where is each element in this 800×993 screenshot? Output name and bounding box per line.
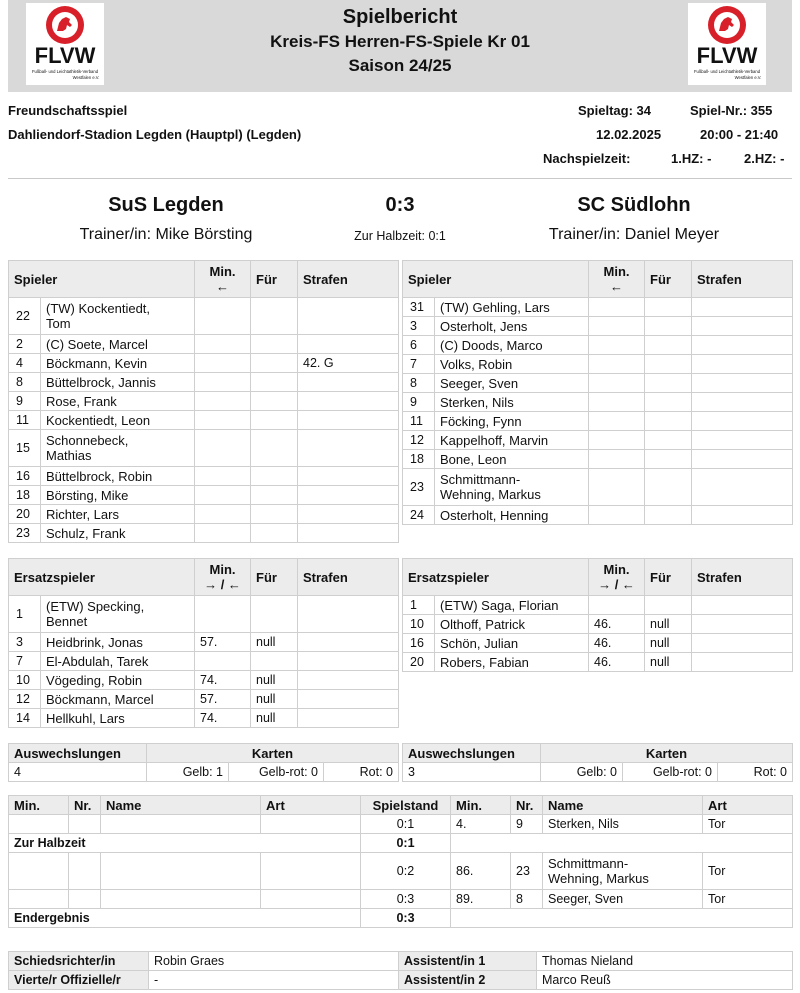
player-name: Schonnebeck, Mathias [41,430,195,467]
player-penalty [692,615,793,634]
player-row [403,412,793,431]
player-penalty: 42. G [298,354,399,373]
player-minute [195,411,251,430]
player-number: 31 [403,298,435,317]
player-name: (C) Soete, Marcel [41,335,195,354]
events-name-header: Name [101,796,261,815]
event-row [9,890,793,909]
halftime-result: 0:1 [361,834,451,853]
player-name: (TW) Kockentiedt, Tom [41,298,195,335]
player-penalty [692,431,793,450]
home-summary-table [8,743,399,782]
player-number: 12 [9,690,41,709]
player-for [251,486,298,505]
player-minute [195,652,251,671]
player-minute [195,430,251,467]
player-minute [195,467,251,486]
player-name: Schmittmann- Wehning, Markus [435,469,589,506]
player-penalty [298,411,399,430]
flvw-logo-left [26,3,104,85]
player-penalty [692,298,793,317]
home-trainer: Trainer/in: Mike Börsting [79,226,253,243]
player-row [9,373,399,392]
player-penalty [298,524,399,543]
competition-title: Kreis-FS Herren-FS-Spiele Kr 01 [270,32,530,51]
event-type: Tor [703,815,793,834]
player-for [645,355,692,374]
player-number: 7 [9,652,41,671]
halftime-row [9,834,793,853]
player-number: 16 [9,467,41,486]
player-minute [195,335,251,354]
player-penalty [692,450,793,469]
event-row [9,815,793,834]
player-for [251,298,298,335]
player-name: Bone, Leon [435,450,589,469]
player-minute: 46. [589,615,645,634]
player-penalty [298,298,399,335]
player-name: (ETW) Specking, Bennet [41,596,195,633]
player-name: Kockentiedt, Leon [41,411,195,430]
player-for [251,505,298,524]
player-number: 2 [9,335,41,354]
assistant2-label: Assistent/in 2 [399,971,537,990]
assistant2-name: Marco Reuß [537,971,793,990]
away-subs-table [402,558,793,672]
player-minute [589,431,645,450]
player-for [645,393,692,412]
nachspielzeit-label: Nachspielzeit: [543,151,631,166]
player-name: Rose, Frank [41,392,195,411]
player-for [645,450,692,469]
player-for [251,411,298,430]
player-number: 8 [403,374,435,393]
auswechslungen-header: Auswechslungen [403,744,541,763]
auswechslungen-count: 4 [9,763,147,782]
logo-text: FLVW [34,43,96,68]
player-row [403,431,793,450]
final-result: 0:3 [361,909,451,928]
gelb-count: Gelb: 0 [541,763,623,782]
player-row [403,506,793,525]
player-number: 15 [9,430,41,467]
player-for [645,506,692,525]
events-name-header: Name [543,796,703,815]
player-name: Föcking, Fynn [435,412,589,431]
player-for: null [251,633,298,652]
referee-name: Robin Graes [149,952,399,971]
player-row [403,634,793,653]
player-number: 9 [403,393,435,412]
final-label: Endergebnis [9,909,361,928]
page-title: Spielbericht [342,6,458,28]
player-number: 11 [403,412,435,431]
referee-label: Schiedsrichter/in [9,952,149,971]
player-number: 24 [403,506,435,525]
player-name: Robers, Fabian [435,653,589,672]
nachspielzeit-hz1: 1.HZ: - [671,151,712,166]
away-team-name: SC Südlohn [577,194,691,216]
event-min: 89. [451,890,511,909]
player-minute: 46. [589,653,645,672]
player-name: Hellkuhl, Lars [41,709,195,728]
player-number: 6 [403,336,435,355]
player-minute [195,524,251,543]
fuer-header: Für [251,261,298,298]
player-row [403,615,793,634]
player-name: Sterken, Nils [435,393,589,412]
event-type: Tor [703,853,793,890]
player-name: Börsting, Mike [41,486,195,505]
min-header: Min. → / ← [195,559,251,596]
player-row [9,524,399,543]
event-nr: 8 [511,890,543,909]
player-for [251,652,298,671]
player-row [9,298,399,335]
event-nr: 9 [511,815,543,834]
player-row [403,374,793,393]
player-name: Seeger, Sven [435,374,589,393]
fuer-header: Für [251,559,298,596]
home-team-name: SuS Legden [108,194,224,216]
player-row [403,653,793,672]
player-row [403,336,793,355]
player-number: 12 [403,431,435,450]
player-number: 20 [403,653,435,672]
player-for [645,596,692,615]
ersatz-header: Ersatzspieler [403,559,589,596]
player-row [403,450,793,469]
player-row [403,596,793,615]
event-player: Seeger, Sven [543,890,703,909]
svg-text:Westfalen e.V.: Westfalen e.V. [72,75,100,80]
player-row [403,298,793,317]
strafen-header: Strafen [298,559,399,596]
event-score: 0:2 [361,853,451,890]
player-penalty [298,690,399,709]
player-penalty [298,505,399,524]
player-name: Volks, Robin [435,355,589,374]
player-penalty [298,633,399,652]
away-summary-table [402,743,793,782]
player-penalty [298,335,399,354]
match-time: 20:00 - 21:40 [700,127,779,142]
player-name: Richter, Lars [41,505,195,524]
player-for [251,524,298,543]
player-for: null [645,615,692,634]
events-table [8,795,793,928]
away-trainer: Trainer/in: Daniel Meyer [548,226,720,243]
player-name: Böckmann, Kevin [41,354,195,373]
player-minute [195,373,251,392]
player-name: Kappelhoff, Marvin [435,431,589,450]
player-for: null [251,709,298,728]
player-number: 7 [403,355,435,374]
player-name: (TW) Gehling, Lars [435,298,589,317]
player-row [403,355,793,374]
events-spielstand-header: Spielstand [361,796,451,815]
player-name: El-Abdulah, Tarek [41,652,195,671]
player-name: Vögeding, Robin [41,671,195,690]
player-minute [589,374,645,393]
player-row [9,392,399,411]
player-penalty [692,374,793,393]
player-for [645,374,692,393]
event-player: Schmittmann- Wehning, Markus [543,853,703,890]
player-for [251,373,298,392]
player-for [251,430,298,467]
karten-header: Karten [147,744,399,763]
player-name: Heidbrink, Jonas [41,633,195,652]
fourth-official-name: - [149,971,399,990]
player-penalty [692,393,793,412]
event-nr: 23 [511,853,543,890]
player-minute [589,336,645,355]
player-number: 23 [9,524,41,543]
player-for [251,596,298,633]
player-number: 9 [9,392,41,411]
player-name: (C) Doods, Marco [435,336,589,355]
player-for: null [645,653,692,672]
final-row [9,909,793,928]
player-for [645,469,692,506]
event-min: 86. [451,853,511,890]
ersatz-header: Ersatzspieler [9,559,195,596]
player-row [9,335,399,354]
player-for [251,335,298,354]
player-penalty [298,709,399,728]
player-name: Osterholt, Henning [435,506,589,525]
player-name: Schön, Julian [435,634,589,653]
player-minute [589,317,645,336]
strafen-header: Strafen [692,559,793,596]
fourth-official-label: Vierte/r Offizielle/r [9,971,149,990]
player-for: null [251,671,298,690]
player-number: 10 [9,671,41,690]
player-minute [589,393,645,412]
player-name: Olthoff, Patrick [435,615,589,634]
events-min-header: Min. [9,796,69,815]
player-name: Böckmann, Marcel [41,690,195,709]
player-row [403,317,793,336]
player-for [251,392,298,411]
player-number: 4 [9,354,41,373]
player-number: 10 [403,615,435,634]
min-header: Min. ← [589,261,645,298]
player-penalty [298,373,399,392]
player-row [9,430,399,467]
player-number: 1 [403,596,435,615]
player-row [9,633,399,652]
spieler-header: Spieler [9,261,195,298]
player-number: 3 [403,317,435,336]
event-score: 0:3 [361,890,451,909]
event-min: 4. [451,815,511,834]
player-penalty [692,596,793,615]
min-header: Min. ← [195,261,251,298]
player-minute [589,596,645,615]
player-penalty [298,430,399,467]
flvw-logo-right [688,3,766,85]
gelbrot-count: Gelb-rot: 0 [229,763,324,782]
player-penalty [298,596,399,633]
logo-text: FLVW [696,43,758,68]
match-type: Freundschaftsspiel [8,103,128,118]
event-row [9,853,793,890]
divider [8,178,792,179]
player-for [645,336,692,355]
away-lineup-table [402,260,793,525]
events-art-header: Art [703,796,793,815]
events-nr-header: Nr. [511,796,543,815]
player-for [645,317,692,336]
player-name: Osterholt, Jens [435,317,589,336]
player-minute [195,354,251,373]
player-row [403,469,793,506]
player-row [9,411,399,430]
home-subs-table [8,558,399,728]
venue: Dahliendorf-Stadion Legden (Hauptpl) (Legden) [8,127,302,142]
player-penalty [692,634,793,653]
event-type: Tor [703,890,793,909]
player-for: null [645,634,692,653]
player-for [251,467,298,486]
assistant1-label: Assistent/in 1 [399,952,537,971]
player-number: 3 [9,633,41,652]
player-number: 1 [9,596,41,633]
player-name: Büttelbrock, Jannis [41,373,195,392]
rot-count: Rot: 0 [324,763,399,782]
assistant1-name: Thomas Nieland [537,952,793,971]
player-number: 16 [403,634,435,653]
match-date: 12.02.2025 [596,127,662,142]
karten-header: Karten [541,744,793,763]
rot-count: Rot: 0 [718,763,793,782]
nachspielzeit-hz2: 2.HZ: - [744,151,785,166]
events-art-header: Art [261,796,361,815]
fuer-header: Für [645,261,692,298]
svg-text:Fußball- und Leichtathletik-Ve: Fußball- und Leichtathletik-Verband [31,69,99,74]
player-row [403,393,793,412]
player-penalty [298,652,399,671]
player-row [9,709,399,728]
player-minute: 74. [195,671,251,690]
player-minute [195,298,251,335]
player-row [9,690,399,709]
gelb-count: Gelb: 1 [147,763,229,782]
player-minute: 57. [195,633,251,652]
player-number: 8 [9,373,41,392]
officials-table [8,951,793,990]
player-penalty [692,336,793,355]
player-minute [589,469,645,506]
player-minute [589,450,645,469]
player-minute [589,355,645,374]
player-penalty [692,412,793,431]
halftime-label: Zur Halbzeit [9,834,361,853]
player-number: 11 [9,411,41,430]
report-header [8,0,792,92]
gelbrot-count: Gelb-rot: 0 [623,763,718,782]
fuer-header: Für [645,559,692,596]
player-penalty [692,355,793,374]
player-for: null [251,690,298,709]
svg-text:Fußball- und Leichtathletik-Ve: Fußball- und Leichtathletik-Verband [693,69,761,74]
player-number: 22 [9,298,41,335]
spiel-nr: Spiel-Nr.: 355 [690,103,773,118]
home-lineup-table [8,260,399,543]
player-penalty [298,486,399,505]
player-number: 18 [9,486,41,505]
player-row [9,671,399,690]
auswechslungen-header: Auswechslungen [9,744,147,763]
strafen-header: Strafen [298,261,399,298]
svg-text:Westfalen e.V.: Westfalen e.V. [734,75,762,80]
player-penalty [298,671,399,690]
player-minute [195,505,251,524]
player-minute [195,392,251,411]
player-penalty [298,467,399,486]
player-minute: 46. [589,634,645,653]
min-header: Min. → / ← [589,559,645,596]
event-score: 0:1 [361,815,451,834]
player-number: 14 [9,709,41,728]
player-minute: 57. [195,690,251,709]
season-title: Saison 24/25 [348,56,452,75]
player-penalty [692,469,793,506]
player-penalty [692,506,793,525]
player-row [9,354,399,373]
player-minute [589,412,645,431]
player-row [9,505,399,524]
player-for [645,298,692,317]
player-row [9,467,399,486]
player-minute [589,298,645,317]
player-name: Schulz, Frank [41,524,195,543]
halftime-score: Zur Halbzeit: 0:1 [354,229,446,243]
events-min-header: Min. [451,796,511,815]
spieler-header: Spieler [403,261,589,298]
player-minute [195,486,251,505]
player-penalty [298,392,399,411]
player-row [9,596,399,633]
player-row [9,486,399,505]
player-for [645,412,692,431]
player-number: 23 [403,469,435,506]
player-name: Büttelbrock, Robin [41,467,195,486]
final-score: 0:3 [385,194,415,216]
player-row [9,652,399,671]
player-number: 20 [9,505,41,524]
player-penalty [692,317,793,336]
player-minute [589,506,645,525]
spieltag: Spieltag: 34 [578,103,651,118]
player-for [645,431,692,450]
player-minute [195,596,251,633]
player-for [251,354,298,373]
player-penalty [692,653,793,672]
player-name: (ETW) Saga, Florian [435,596,589,615]
strafen-header: Strafen [692,261,793,298]
auswechslungen-count: 3 [403,763,541,782]
player-minute: 74. [195,709,251,728]
player-number: 18 [403,450,435,469]
events-nr-header: Nr. [69,796,101,815]
event-player: Sterken, Nils [543,815,703,834]
